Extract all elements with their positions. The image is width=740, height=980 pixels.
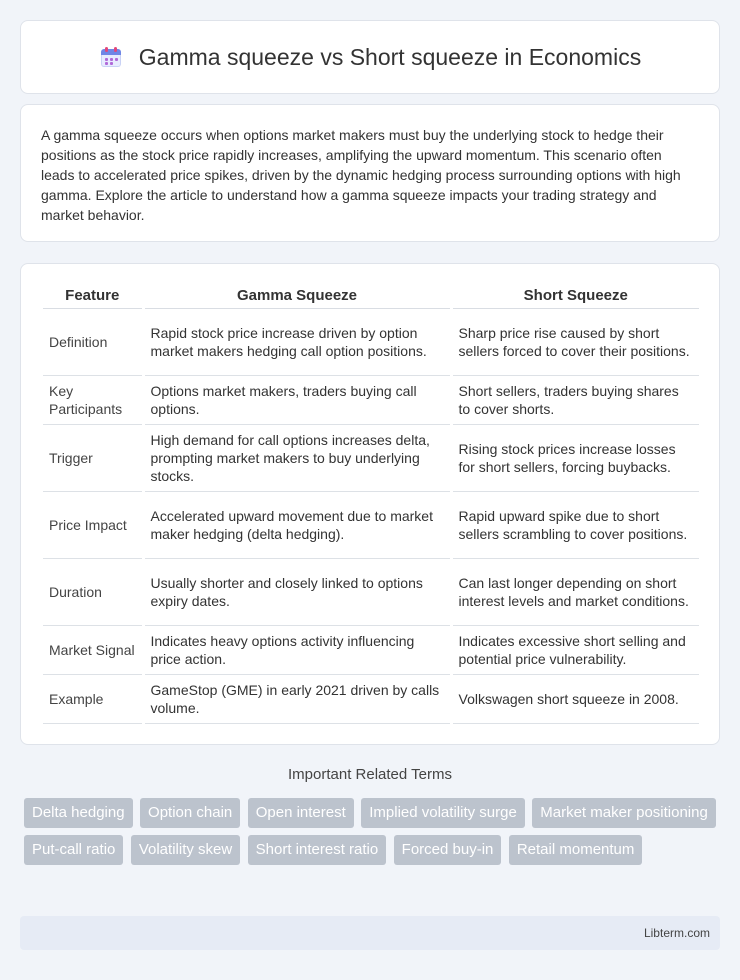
gamma-cell: Accelerated upward movement due to market maker hedging (delta hedging). xyxy=(143,491,451,558)
tag-volatility-skew[interactable]: Volatility skew xyxy=(131,835,240,865)
feature-cell: Example xyxy=(43,674,143,723)
intro-text: A gamma squeeze occurs when options market makers must buy the underlying stock to hedge their positions as the stock price rapidly increases, amplifying the upward momentum. This scenario often leads to accelerated price spikes, driven by the dynamic hedging process surrounding options with high gamma. Explore the article to understand how a gamma squeeze impacts your trading strategy and market behavior. xyxy=(41,127,681,223)
feature-cell: Trigger xyxy=(43,424,143,491)
footer-site-link[interactable]: Libterm.com xyxy=(643,926,710,940)
short-cell: Volkswagen short squeeze in 2008. xyxy=(451,674,699,723)
short-cell: Short sellers, traders buying shares to cover shorts. xyxy=(451,375,699,424)
table-row xyxy=(43,558,699,625)
header-feature: Feature xyxy=(43,284,143,308)
tag-delta-hedging[interactable]: Delta hedging xyxy=(24,798,133,828)
short-cell: Sharp price rise caused by short sellers forced to cover their positions. xyxy=(451,308,699,375)
feature-cell: Market Signal xyxy=(43,625,143,674)
tag-retail-momentum[interactable]: Retail momentum xyxy=(509,835,643,865)
feature-cell: Definition xyxy=(43,308,143,375)
feature-cell: Price Impact xyxy=(43,491,143,558)
related-terms-title: Important Related Terms xyxy=(288,766,452,783)
feature-cell: Duration xyxy=(43,558,143,625)
comparison-table xyxy=(43,284,699,724)
gamma-cell: Indicates heavy options activity influencing price action. xyxy=(143,625,451,674)
page-title: Gamma squeeze vs Short squeeze in Economics xyxy=(138,43,642,70)
tag-market-maker-positioning[interactable]: Market maker positioning xyxy=(532,798,716,828)
feature-cell: Key Participants xyxy=(43,375,143,424)
related-terms-tags xyxy=(24,798,724,872)
tag-open-interest[interactable]: Open interest xyxy=(248,798,354,828)
table-header-row xyxy=(43,284,699,308)
gamma-cell: Usually shorter and closely linked to options expiry dates. xyxy=(143,558,451,625)
footer xyxy=(20,916,720,950)
tag-forced-buy-in[interactable]: Forced buy-in xyxy=(394,835,502,865)
gamma-cell: High demand for call options increases delta, prompting market makers to buy underlying stocks. xyxy=(143,424,451,491)
header-short-squeeze: Short Squeeze xyxy=(451,284,699,308)
comparison-table-card xyxy=(20,263,720,745)
table-row xyxy=(43,625,699,674)
calendar-icon xyxy=(99,45,123,69)
short-cell: Rapid upward spike due to short sellers scrambling to cover positions. xyxy=(451,491,699,558)
tag-put-call-ratio[interactable]: Put-call ratio xyxy=(24,835,123,865)
table-row xyxy=(43,674,699,723)
tag-short-interest-ratio[interactable]: Short interest ratio xyxy=(248,835,387,865)
table-row xyxy=(43,424,699,491)
gamma-cell: Options market makers, traders buying call options. xyxy=(143,375,451,424)
gamma-cell: GameStop (GME) in early 2021 driven by calls volume. xyxy=(143,674,451,723)
short-cell: Rising stock prices increase losses for short sellers, forcing buybacks. xyxy=(451,424,699,491)
table-row xyxy=(43,491,699,558)
tag-implied-volatility-surge[interactable]: Implied volatility surge xyxy=(361,798,525,828)
short-cell: Indicates excessive short selling and potential price vulnerability. xyxy=(451,625,699,674)
intro-card xyxy=(20,104,720,242)
tag-option-chain[interactable]: Option chain xyxy=(140,798,240,828)
header-gamma-squeeze: Gamma Squeeze xyxy=(143,284,451,308)
table-row xyxy=(43,375,699,424)
table-row xyxy=(43,308,699,375)
gamma-cell: Rapid stock price increase driven by option market makers hedging call option positions. xyxy=(143,308,451,375)
short-cell: Can last longer depending on short interest levels and market conditions. xyxy=(451,558,699,625)
title-card xyxy=(20,20,720,94)
